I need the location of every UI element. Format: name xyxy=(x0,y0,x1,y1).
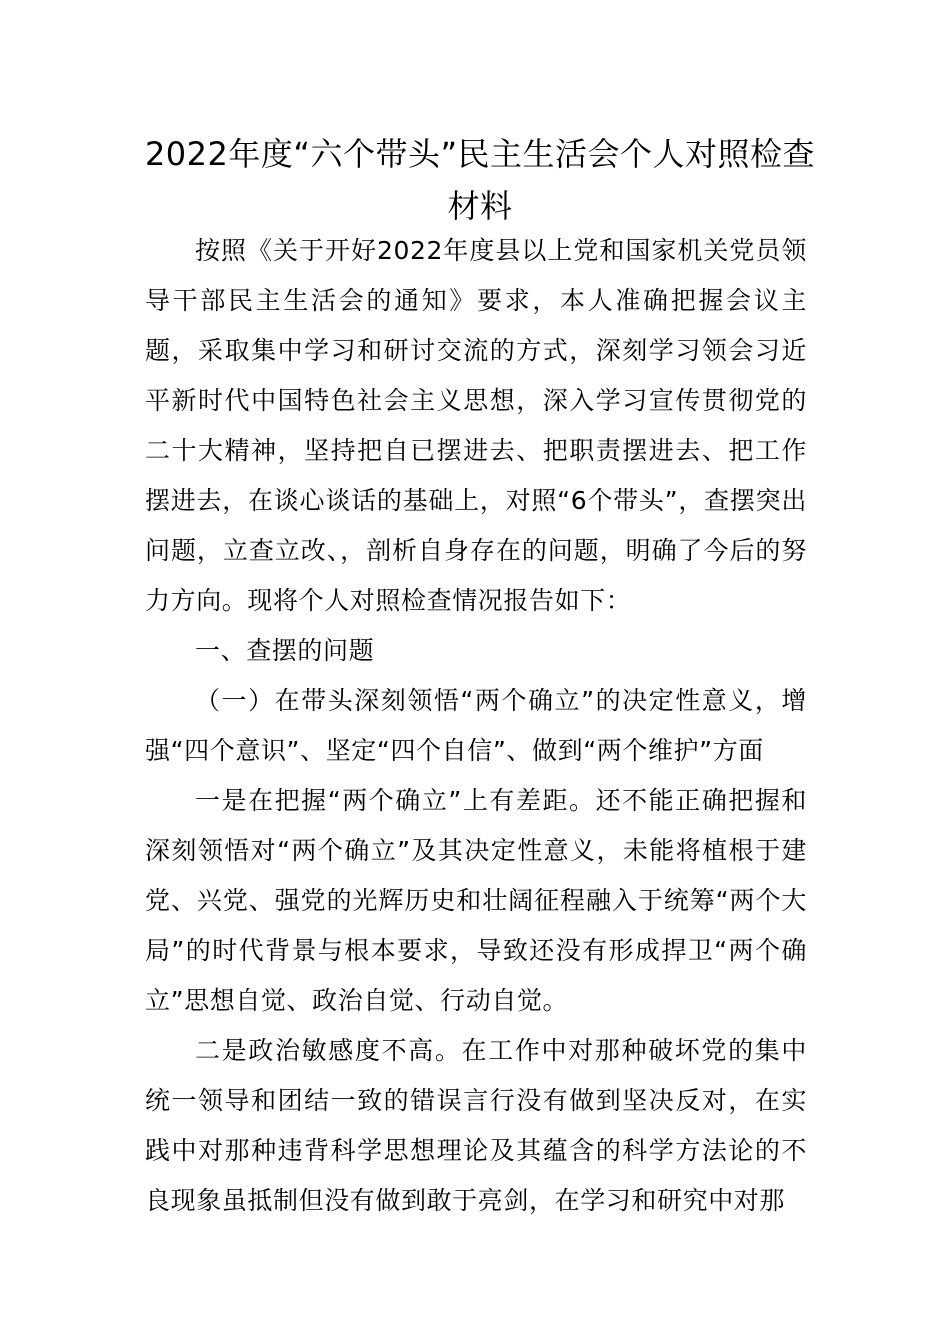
document-title: 2022年度“六个带头”民主生活会个人对照检查材料 xyxy=(144,135,816,225)
issue-paragraph-1: 一是在把握“两个确立”上有差距。还不能正确把握和深刻领悟对“两个确立”及其决定性意义，未能将植根于建党、兴党、强党的光辉历史和壮阔征程融入于统筹“两个大局”的时代背景与根本要求，导致还没有形成捍卫“两个确立”思想自觉、政治自觉、行动自觉。 xyxy=(145,786,807,1015)
section-heading-problems: 一、查摆的问题 xyxy=(195,636,375,665)
issue-paragraph-2: 二是政治敏感度不高。在工作中对那种破坏党的集中统一领导和团结一致的错误言行没有做到坚决反对，在实践中对那种违背科学思想理论及其蕴含的科学方法论的不良现象虽抵制但没有做到敢于亮剑，在学习和研究中对那 xyxy=(145,1036,807,1215)
intro-paragraph: 按照《关于开好2022年度县以上党和国家机关党员领导干部民主生活会的通知》要求，本人准确把握会议主题，采取集中学习和研讨交流的方式，深刻学习领会习近平新时代中国特色社会主义思想，深入学习宣传贯彻党的二十大精神，坚持把自已摆进去、把职责摆进去、把工作摆进去，在谈心谈话的基础上，对照“6个带头”，查摆突出问题，立查立改、，剖析自身存在的问题，明确了今后的努力方向。现将个人对照检查情况报告如下： xyxy=(145,236,807,615)
document-body xyxy=(145,226,807,1226)
subsection-heading-1: （一）在带头深刻领悟“两个确立”的决定性意义，增强“四个意识”、坚定“四个自信”、做到“两个维护”方面 xyxy=(145,686,807,765)
